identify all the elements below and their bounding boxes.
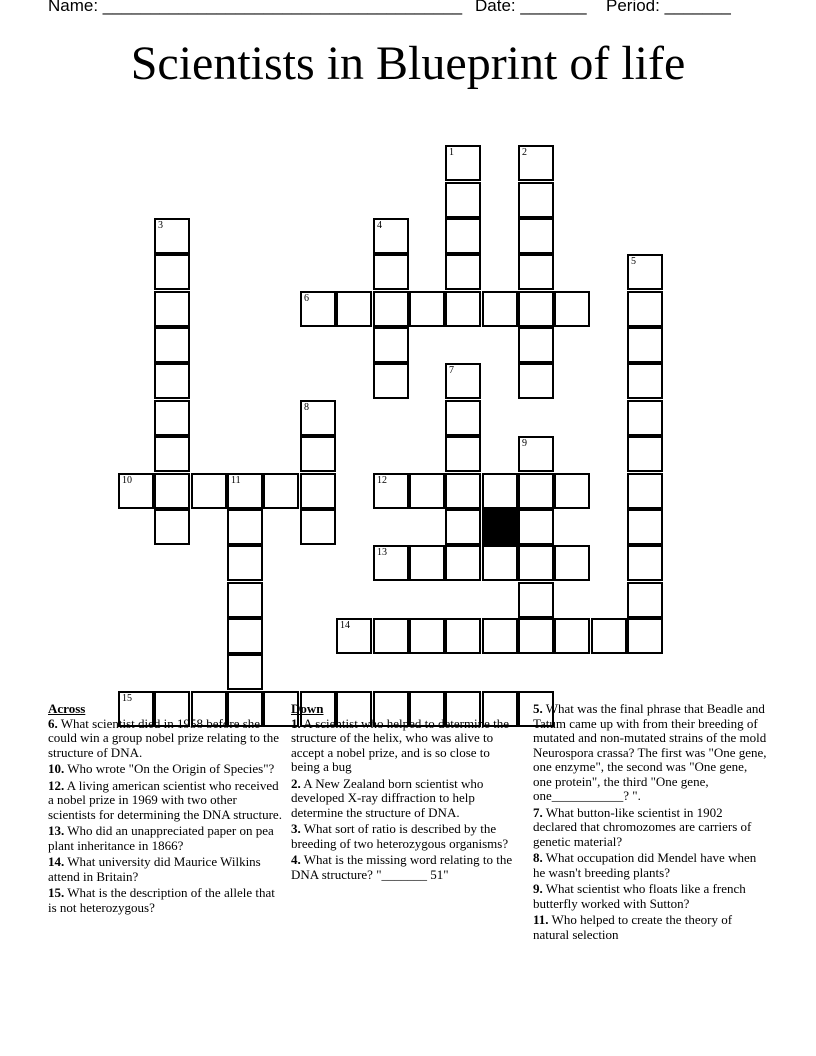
grid-cell[interactable] (409, 545, 445, 581)
grid-cell[interactable] (154, 436, 190, 472)
clue-text: What scientist died in 1958 before she could win a group nobel prize relating to the structure of DNA. (48, 715, 280, 760)
grid-cell[interactable] (518, 291, 554, 327)
grid-cell[interactable] (445, 254, 481, 290)
grid-cell[interactable] (554, 473, 590, 509)
grid-cell[interactable] (227, 509, 263, 545)
clue-text: What sort of ratio is described by the breeding of two heterozygous organisms? (291, 821, 509, 851)
clue-text: What university did Maurice Wilkins attend in Britain? (48, 854, 261, 884)
clue-text: What occupation did Mendel have when he wasn't breeding plants? (533, 850, 757, 880)
clue-number: 10. (48, 761, 65, 776)
clue-item (291, 853, 513, 882)
clue-number: 13. (48, 823, 65, 838)
grid-cell[interactable] (482, 545, 518, 581)
clue-text: What is the description of the allele that is not heterozygous? (48, 885, 275, 915)
grid-cell[interactable] (300, 473, 336, 509)
clue-number: 15. (48, 885, 65, 900)
grid-cell[interactable] (373, 291, 409, 327)
grid-cell[interactable] (445, 509, 481, 545)
grid-cell[interactable] (482, 618, 518, 654)
grid-cell[interactable] (373, 327, 409, 363)
clue-number: 12 (377, 475, 387, 486)
clue-item (48, 717, 284, 761)
clue-item (533, 882, 768, 911)
clue-number: 1 (449, 147, 454, 158)
across-heading: Across (48, 701, 86, 716)
grid-cell[interactable] (518, 254, 554, 290)
grid-cell[interactable] (627, 363, 663, 399)
clue-number: 3. (291, 821, 301, 836)
grid-cell[interactable] (518, 327, 554, 363)
clue-text: What button-like scientist in 1902 declared that chromozomes are carriers of genetic material? (533, 804, 752, 849)
grid-cell[interactable] (445, 436, 481, 472)
clue-number: 9. (533, 881, 543, 896)
grid-cell[interactable] (518, 473, 554, 509)
grid-cell[interactable] (445, 473, 481, 509)
clue-number: 11 (231, 475, 241, 486)
clue-number: 13 (377, 547, 387, 558)
clue-text: Who wrote "On the Origin of Species"? (64, 761, 275, 776)
grid-cell[interactable] (263, 473, 299, 509)
grid-cell[interactable] (336, 291, 372, 327)
grid-cell[interactable] (554, 291, 590, 327)
grid-cell[interactable] (336, 618, 372, 654)
grid-cell[interactable] (154, 509, 190, 545)
grid-cell[interactable] (409, 618, 445, 654)
grid-cell[interactable] (627, 618, 663, 654)
grid-cell[interactable] (627, 473, 663, 509)
clue-item (48, 762, 284, 777)
grid-cell[interactable] (154, 327, 190, 363)
grid-cell[interactable] (373, 254, 409, 290)
grid-cell[interactable] (445, 145, 481, 181)
clue-number: 9 (522, 438, 527, 449)
grid-cell[interactable] (445, 218, 481, 254)
clue-number: 8 (304, 402, 309, 413)
grid-cell[interactable] (627, 327, 663, 363)
grid-cell[interactable] (445, 363, 481, 399)
clue-text: A scientist who helped to determine the structure of the helix, who was alive to accept a nobel prize, and is so close to being a bug (291, 715, 510, 774)
grid-cell[interactable] (518, 363, 554, 399)
clue-item (291, 777, 513, 821)
clue-number: 2. (291, 775, 301, 791)
clue-item (48, 779, 284, 823)
grid-cell[interactable] (373, 545, 409, 581)
down-clues (291, 702, 513, 884)
grid-cell[interactable] (300, 509, 336, 545)
date-field-label: Date: _______ (475, 0, 587, 15)
clue-number: 4. (291, 852, 301, 867)
clue-number: 10 (122, 475, 132, 486)
name-field-label: Name: ______________________________________ (48, 0, 463, 15)
clue-number: 14 (340, 620, 350, 631)
grid-cell[interactable] (409, 291, 445, 327)
grid-cell[interactable] (227, 582, 263, 618)
clue-item (533, 702, 768, 804)
clue-item (533, 851, 768, 880)
grid-cell[interactable] (591, 618, 627, 654)
grid-cell[interactable] (518, 582, 554, 618)
grid-cell[interactable] (373, 618, 409, 654)
grid-cell[interactable] (518, 545, 554, 581)
down-heading: Down (291, 701, 324, 716)
clue-item (533, 806, 768, 850)
grid-cell[interactable] (300, 436, 336, 472)
grid-cell[interactable] (445, 400, 481, 436)
grid-cell[interactable] (627, 291, 663, 327)
clue-text: Who did an unappreciated paper on pea plant inheritance in 1866? (48, 823, 274, 853)
grid-cell[interactable] (154, 254, 190, 290)
grid-cell[interactable] (154, 473, 190, 509)
grid-cell[interactable] (482, 291, 518, 327)
grid-cell[interactable] (627, 436, 663, 472)
grid-cell[interactable] (445, 545, 481, 581)
grid-cell[interactable] (154, 400, 190, 436)
grid-cell[interactable] (409, 473, 445, 509)
grid-cell[interactable] (518, 218, 554, 254)
grid-cell[interactable] (627, 400, 663, 436)
grid-cell[interactable] (154, 291, 190, 327)
grid-cell[interactable] (518, 436, 554, 472)
clue-number: 15 (122, 693, 132, 704)
period-field-label: Period: _______ (606, 0, 731, 15)
clue-number: 6. (48, 715, 58, 731)
clue-number: 2 (522, 147, 527, 158)
grid-cell[interactable] (627, 509, 663, 545)
clue-number: 14. (48, 854, 65, 869)
grid-cell[interactable] (627, 545, 663, 581)
clue-text: What scientist who floats like a french butterfly worked with Sutton? (533, 881, 746, 911)
clue-item (291, 822, 513, 851)
down-clues-continued (533, 702, 768, 944)
clue-item (48, 824, 284, 853)
grid-cell[interactable] (554, 618, 590, 654)
across-clues (48, 702, 284, 917)
clue-text: A living american scientist who received a nobel prize in 1969 with two other scientists for determining the DNA structure. (48, 777, 282, 822)
grid-cell[interactable] (300, 291, 336, 327)
grid-cell[interactable] (227, 618, 263, 654)
clue-text: Who helped to create the theory of natural selection (533, 912, 733, 942)
clue-number: 5. (533, 701, 543, 716)
clue-number: 6 (304, 293, 309, 304)
grid-cell[interactable] (445, 618, 481, 654)
clue-item (533, 913, 768, 942)
clue-item (48, 855, 284, 884)
grid-cell[interactable] (300, 400, 336, 436)
clue-number: 7. (533, 804, 543, 820)
clue-number: 4 (377, 220, 382, 231)
blocked-cell (482, 509, 518, 545)
clue-text: What was the final phrase that Beadle and Tatum came up with from their breeding of mutated and non-mutated strains of the mold Neurospora crassa? The first was "One gene, one enzyme", the second was "One gene, one protein", the third "One gene, one___________? ". (533, 701, 767, 803)
grid-cell[interactable] (373, 363, 409, 399)
grid-cell[interactable] (227, 473, 263, 509)
grid-cell[interactable] (482, 473, 518, 509)
grid-cell[interactable] (227, 545, 263, 581)
clue-text: A New Zealand born scientist who developed X-ray diffraction to help determine the structure of DNA. (291, 775, 484, 820)
grid-cell[interactable] (191, 473, 227, 509)
clue-text: What is the missing word relating to the DNA structure? "_______ 51" (291, 852, 513, 882)
grid-cell[interactable] (154, 363, 190, 399)
clue-number: 1. (291, 715, 301, 731)
clue-number: 8. (533, 850, 543, 865)
clue-number: 3 (158, 220, 163, 231)
clue-item (48, 886, 284, 915)
clue-number: 7 (449, 365, 454, 376)
grid-cell[interactable] (373, 218, 409, 254)
grid-cell[interactable] (518, 509, 554, 545)
grid-cell[interactable] (518, 618, 554, 654)
page-title: Scientists in Blueprint of life (130, 37, 686, 90)
grid-cell[interactable] (518, 145, 554, 181)
grid-cell[interactable] (373, 473, 409, 509)
grid-cell[interactable] (518, 182, 554, 218)
grid-cell[interactable] (627, 582, 663, 618)
clue-item (291, 717, 513, 775)
clue-number: 12. (48, 777, 65, 793)
grid-cell[interactable] (554, 545, 590, 581)
clue-number: 5 (631, 256, 636, 267)
grid-cell[interactable] (118, 473, 154, 509)
grid-cell[interactable] (445, 291, 481, 327)
grid-cell[interactable] (627, 254, 663, 290)
grid-cell[interactable] (154, 218, 190, 254)
grid-cell[interactable] (227, 654, 263, 690)
grid-cell[interactable] (445, 182, 481, 218)
clue-number: 11. (533, 912, 549, 927)
